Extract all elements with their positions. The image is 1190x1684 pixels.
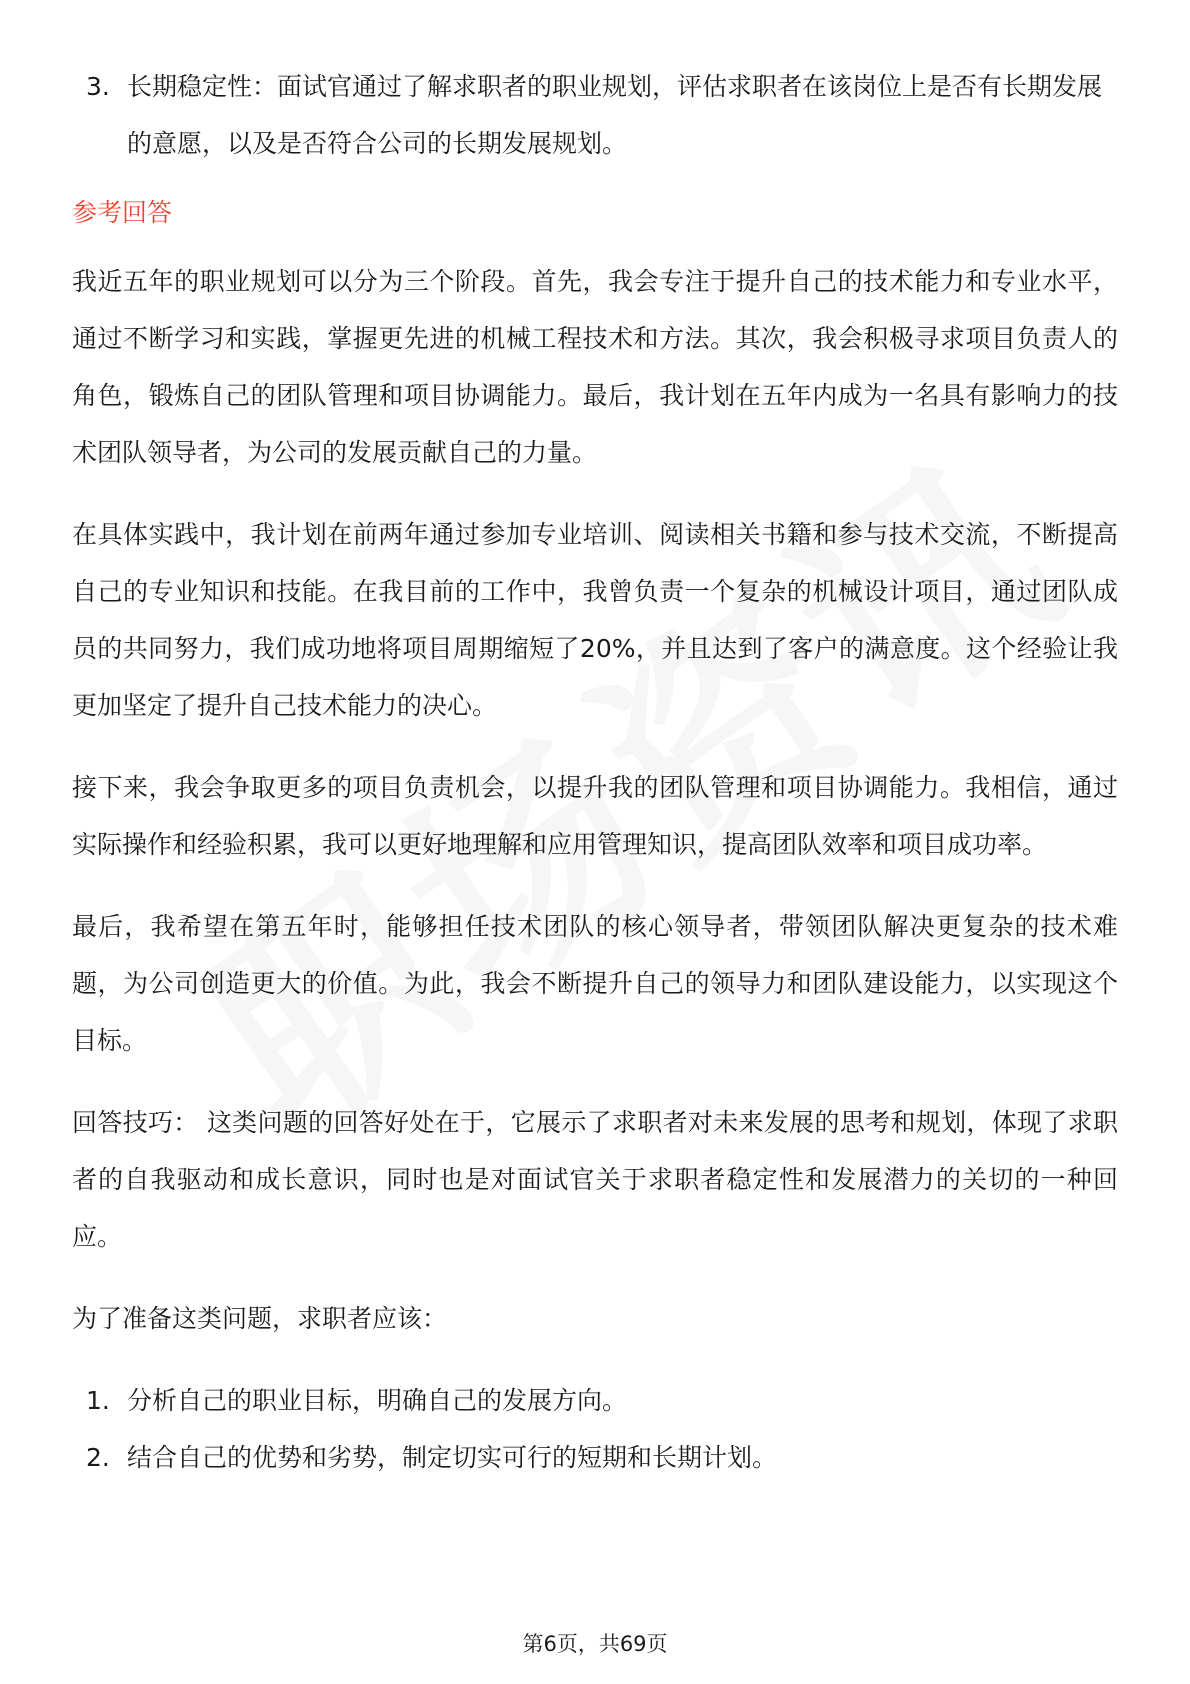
criteria-list — [72, 58, 1118, 172]
list-item — [72, 1429, 1118, 1486]
paragraph: 为了准备这类问题，求职者应该： — [72, 1304, 448, 1333]
list-item — [72, 58, 1118, 172]
paragraph: 我近五年的职业规划可以分为三个阶段。首先，我会专注于提升自己的技术能力和专业水平，通过不断学习和实践，掌握更先进的机械工程技术和方法。其次，我会积极寻求项目负责人的角色，锻炼自己的团队管理和项目协调能力。最后，我计划在五年内成为一名具有影响力的技术团队领导者，为公司的发展贡献自己的力量。 — [72, 267, 1118, 467]
list-item-text: 分析自己的职业目标，明确自己的发展方向。 — [127, 1386, 628, 1415]
list-item-text: 长期稳定性：面试官通过了解求职者的职业规划，评估求职者在该岗位上是否有长期发展的意愿，以及是否符合公司的长期发展规划。 — [127, 72, 1103, 158]
list-item — [72, 1372, 1118, 1429]
paragraph: 最后，我希望在第五年时，能够担任技术团队的核心领导者，带领团队解决更复杂的技术难题，为公司创造更大的价值。为此，我会不断提升自己的领导力和团队建设能力，以实现这个目标。 — [72, 912, 1118, 1055]
list-item-number: 3. — [86, 72, 110, 101]
list-item-number: 2. — [86, 1443, 110, 1472]
section-heading: 参考回答 — [72, 198, 173, 227]
paragraph: 在具体实践中，我计划在前两年通过参加专业培训、阅读相关书籍和参与技术交流，不断提高自己的专业知识和技能。在我目前的工作中，我曾负责一个复杂的机械设计项目，通过团队成员的共同努力，我们成功地将项目周期缩短了20%，并且达到了客户的满意度。这个经验让我更加坚定了提升自己技术能力的决心。 — [72, 520, 1118, 720]
list-item-number: 1. — [86, 1386, 110, 1415]
page-footer: 第6页，共69页 — [522, 1632, 668, 1656]
paragraph: 接下来，我会争取更多的项目负责机会，以提升我的团队管理和项目协调能力。我相信，通过实际操作和经验积累，我可以更好地理解和应用管理知识，提高团队效率和项目成功率。 — [72, 773, 1118, 859]
paragraph: 回答技巧： 这类问题的回答好处在于，它展示了求职者对未来发展的思考和规划，体现了求职者的自我驱动和成长意识，同时也是对面试官关于求职者稳定性和发展潜力的关切的一种回应。 — [72, 1108, 1118, 1251]
list-item-text: 结合自己的优势和劣势，制定切实可行的短期和长期计划。 — [127, 1443, 778, 1472]
preparation-list — [72, 1372, 1118, 1486]
page-content — [72, 58, 1118, 1486]
